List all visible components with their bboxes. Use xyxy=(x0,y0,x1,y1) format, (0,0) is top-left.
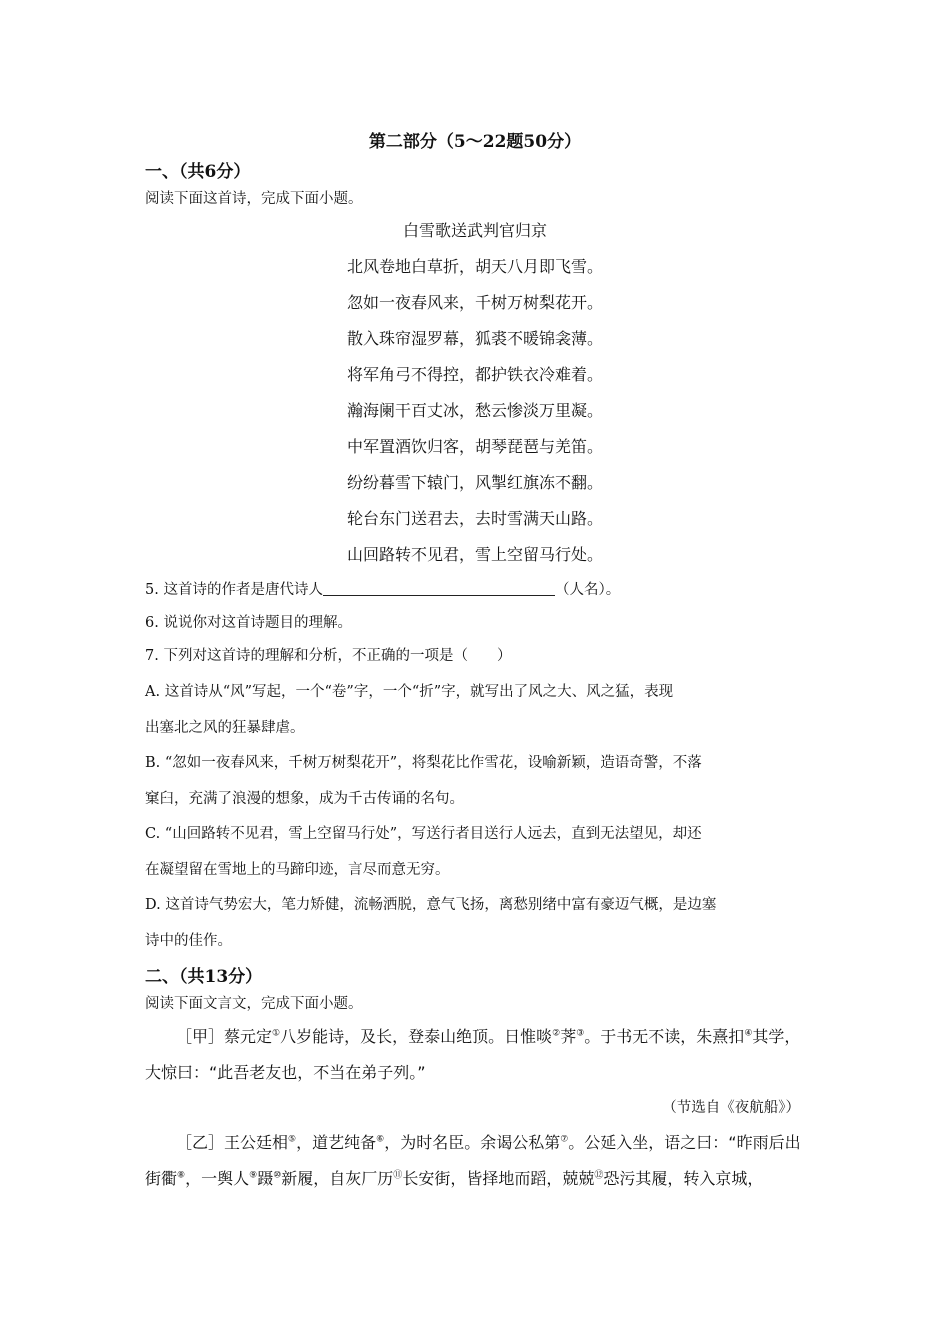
option-c-line-2: 在凝望留在雪地上的马蹄印迹，言尽而意无穷。 xyxy=(145,862,450,878)
passage-text: 蹑 xyxy=(257,1169,274,1188)
note-marker: ① xyxy=(272,1028,281,1039)
note-marker: ⑨ xyxy=(249,1170,258,1181)
passage-text: 长安街，皆择地而蹈，兢兢 xyxy=(402,1169,595,1188)
note-marker: ② xyxy=(552,1028,561,1039)
option-a-line-1: A. 这首诗从“风”写起，一个“卷”字，一个“折”字，就写出了风之大、风之猛，表现 xyxy=(145,684,674,700)
poem-line: 中军置酒饮归客，胡琴琵琶与羌笛。 xyxy=(346,437,603,456)
section-one-instruction: 阅读下面这首诗，完成下面小题。 xyxy=(145,191,363,207)
poem-line: 轮台东门送君去，去时雪满天山路。 xyxy=(346,509,603,528)
note-marker: ⑤ xyxy=(288,1134,297,1145)
passage-text: 。公延入坐，语之曰：“昨雨后出 xyxy=(568,1133,801,1152)
answer-blank[interactable] xyxy=(323,581,555,596)
passage-text: 其学， xyxy=(752,1027,801,1046)
part-title: 第二部分（5～22题50分） xyxy=(368,132,582,152)
passage-text: ，道艺纯备 xyxy=(296,1133,377,1152)
poem-line: 北风卷地白草折，胡天八月即飞雪。 xyxy=(346,257,603,276)
passage-text: 街衢 xyxy=(145,1169,178,1188)
poem-line: 瀚海阑干百丈冰，愁云惨淡万里凝。 xyxy=(346,401,603,420)
option-d-line-2: 诗中的佳作。 xyxy=(145,933,232,949)
passage-text: ，一舆人 xyxy=(185,1169,250,1188)
note-marker: ④ xyxy=(744,1028,753,1039)
note-marker: ⑩ xyxy=(273,1170,282,1181)
poem-line: 散入珠帘湿罗幕，狐裘不暖锦衾薄。 xyxy=(346,329,603,348)
question-5 xyxy=(145,578,620,599)
passage-text: 八岁能诗，及长，登泰山绝顶。日惟啖 xyxy=(280,1027,553,1046)
passage-text: 恐污其履，转入京城， xyxy=(603,1169,764,1188)
passage-text: 蔡元定 xyxy=(224,1027,273,1046)
passage-yi-line-2 xyxy=(145,1166,763,1189)
section-one-heading: 一、（共6分） xyxy=(145,162,251,182)
poem-title: 白雪歌送武判官归京 xyxy=(402,221,547,240)
note-marker: ⑧ xyxy=(177,1170,186,1181)
question-5-suffix: （人名）。 xyxy=(554,582,621,598)
option-d-line-1: D. 这首诗气势宏大，笔力矫健，流畅洒脱，意气飞扬，离愁别绪中富有豪迈气概，是边塞 xyxy=(145,897,717,913)
passage-text: 新履，自灰厂历 xyxy=(281,1169,394,1188)
passage-text: 荠 xyxy=(560,1027,577,1046)
passage-jia-line-2: 大惊曰：“此吾老友也，不当在弟子列。” xyxy=(145,1063,426,1082)
passage-yi-line-1 xyxy=(176,1130,801,1153)
option-a-line-2: 出塞北之风的狂暴肆虐。 xyxy=(145,720,305,736)
poem-line: 山回路转不见君，雪上空留马行处。 xyxy=(346,545,603,564)
passage-jia-source: （节选自《夜航船》） xyxy=(662,1100,800,1116)
note-marker: ⑪ xyxy=(393,1170,403,1181)
section-two-heading: 二、（共13分） xyxy=(145,967,263,987)
note-marker: ⑥ xyxy=(376,1134,385,1145)
passage-yi-label: ［乙］ xyxy=(176,1133,225,1152)
passage-text: 。于书无不读，朱熹扣 xyxy=(584,1027,745,1046)
passage-text: ，为时名臣。余谒公私第 xyxy=(384,1133,561,1152)
note-marker: ⑫ xyxy=(594,1170,604,1181)
poem-line: 纷纷暮雪下辕门，风掣红旗冻不翻。 xyxy=(346,473,603,492)
option-b-line-2: 窠臼，充满了浪漫的想象，成为千古传诵的名句。 xyxy=(145,791,464,807)
section-two-instruction: 阅读下面文言文，完成下面小题。 xyxy=(145,996,363,1012)
option-b-line-1: B. “忽如一夜春风来，千树万树梨花开”，将梨花比作雪花，设喻新颖，造语奇警，不落 xyxy=(145,755,702,771)
passage-jia-label: ［甲］ xyxy=(176,1027,225,1046)
question-6: 6. 说说你对这首诗题目的理解。 xyxy=(145,615,352,631)
passage-jia-line-1 xyxy=(176,1024,800,1047)
option-c-line-1: C. “山回路转不见君，雪上空留马行处”，写送行者目送行人远去，直到无法望见，却还 xyxy=(145,826,702,842)
passage-text: 王公廷相 xyxy=(224,1133,289,1152)
question-7: 7. 下列对这首诗的理解和分析，不正确的一项是（ ） xyxy=(145,648,512,664)
question-5-prefix: 5. 这首诗的作者是唐代诗人 xyxy=(145,582,323,598)
note-marker: ③ xyxy=(576,1028,585,1039)
note-marker: ⑦ xyxy=(560,1134,569,1145)
poem-line: 忽如一夜春风来，千树万树梨花开。 xyxy=(346,293,603,312)
poem-line: 将军角弓不得控，都护铁衣冷难着。 xyxy=(346,365,603,384)
